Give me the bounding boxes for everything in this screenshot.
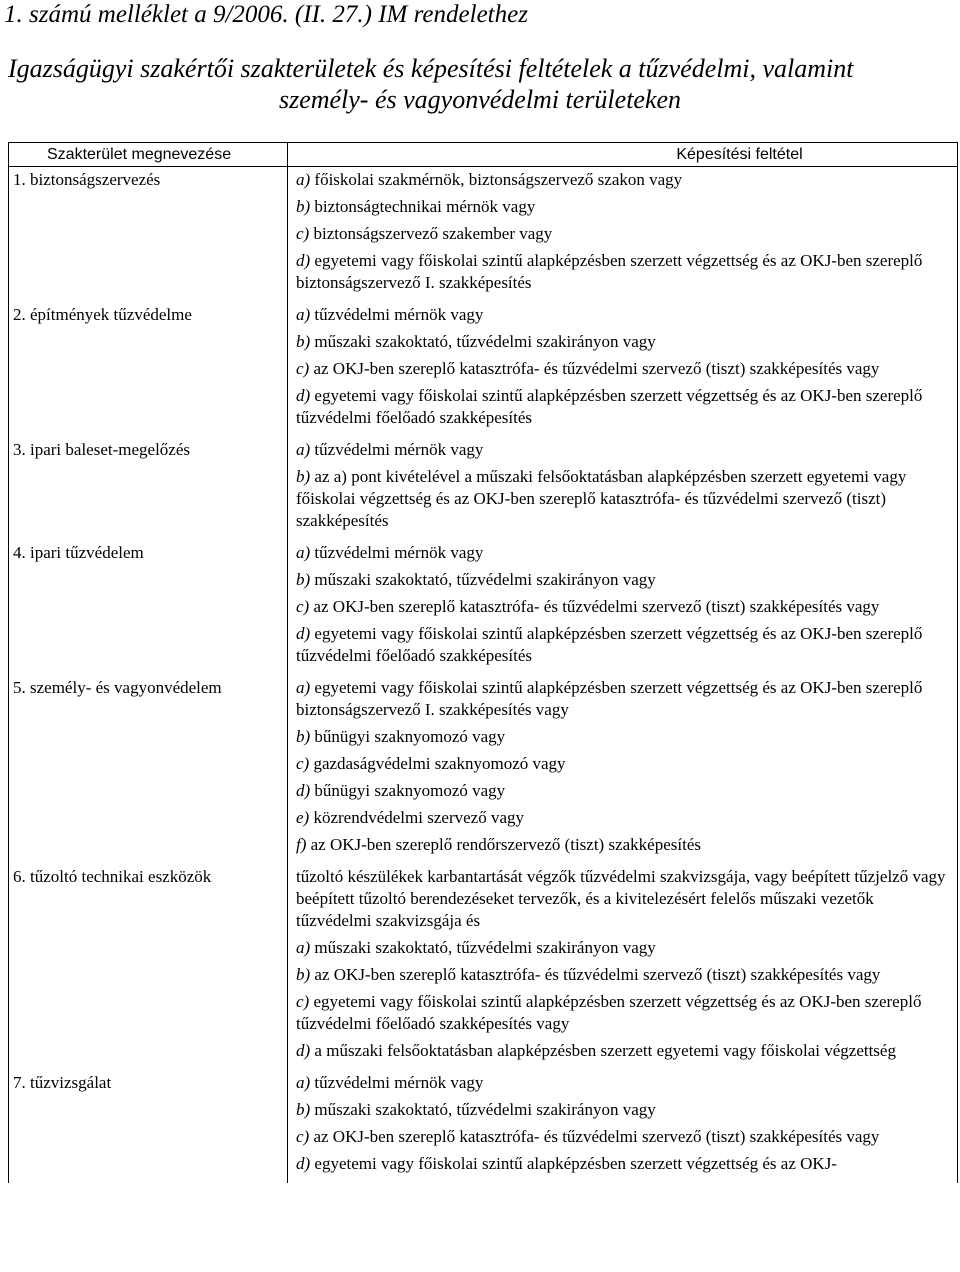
item-text: műszaki szakoktató, tűzvédelmi szakirányon vagy [314,1100,656,1119]
qualification-item [296,1153,953,1175]
document-title [0,53,960,115]
qualification-item [296,250,953,294]
table-row [9,437,958,540]
qualification-item [296,1099,953,1121]
table-row [9,167,958,303]
qualification-cell [288,1070,958,1183]
qualification-item [296,223,953,245]
qualification-item [296,304,953,326]
item-text: főiskolai szakmérnök, biztonságszervező szakon vagy [314,170,683,189]
item-letter: b) [296,965,311,984]
table-row [9,302,958,437]
item-letter: d) [296,1041,311,1060]
qualification-item [296,196,953,218]
qualification-item [296,991,953,1035]
qualification-item [296,623,953,667]
qualification-item [296,1126,953,1148]
qualifications-table [8,142,958,1183]
item-letter: c) [296,597,310,616]
item-letter: a) [296,1073,311,1092]
table-row [9,540,958,675]
qualification-cell [288,437,958,540]
item-text: bűnügyi szaknyomozó vagy [314,781,506,800]
area-name: 5. személy- és vagyonvédelem [9,675,288,864]
item-text: tűzvédelmi mérnök vagy [314,440,484,459]
title-line-2: személy- és vagyonvédelmi területeken [278,85,682,114]
area-name: 4. ipari tűzvédelem [9,540,288,675]
item-text: egyetemi vagy főiskolai szintű alapképzésben szerzett végzettség és az OKJ-ben szereplő biztonságszervező I. szakképesítés [296,251,923,292]
qualification-item [296,439,953,461]
qualification-cell [288,302,958,437]
table-row [9,864,958,1070]
qualification-item [296,937,953,959]
item-letter: d) [296,1154,311,1173]
column-header-qualification: Képesítési feltétel [288,143,958,167]
item-letter: b) [296,197,311,216]
qualification-item [296,331,953,353]
item-letter: b) [296,727,311,746]
qualification-item [296,726,953,748]
item-text: tűzvédelmi mérnök vagy [314,1073,484,1092]
item-letter: c) [296,359,310,378]
item-text: gazdaságvédelmi szaknyomozó vagy [313,754,566,773]
table-row [9,675,958,864]
item-text: biztonságszervező szakember vagy [313,224,553,243]
qualification-item [296,466,953,532]
qualification-item [296,596,953,618]
item-letter: a) [296,440,311,459]
item-letter: d) [296,624,311,643]
item-text: a műszaki felsőoktatásban alapképzésben szerzett egyetemi vagy főiskolai végzettség [314,1041,896,1060]
title-line-1: Igazságügyi szakértői szakterületek és képesítési feltételek a tűzvédelmi, valamint [8,54,854,83]
qualification-item [296,385,953,429]
item-text: biztonságtechnikai mérnök vagy [314,197,536,216]
item-letter: c) [296,1127,310,1146]
qualification-item [296,1072,953,1094]
item-letter: c) [296,992,310,1011]
item-text: egyetemi vagy főiskolai szintű alapképzésben szerzett végzettség és az OKJ-ben szereplő tűzvédelmi főelőadó szakképesítés [296,386,923,427]
item-letter: a) [296,170,311,189]
qualification-item [296,1040,953,1062]
table-row [9,1070,958,1183]
area-name: 1. biztonságszervezés [9,167,288,303]
item-letter: f) [296,835,307,854]
qualification-item [296,169,953,191]
qualification-item [296,807,953,829]
area-name: 3. ipari baleset-megelőzés [9,437,288,540]
item-text: bűnügyi szaknyomozó vagy [314,727,506,746]
item-letter: a) [296,543,311,562]
item-text: egyetemi vagy főiskolai szintű alapképzésben szerzett végzettség és az OKJ-ben szereplő biztonságszervező I. szakképesítés vagy [296,678,923,719]
item-text: műszaki szakoktató, tűzvédelmi szakirányon vagy [314,938,656,957]
item-letter: a) [296,305,311,324]
item-text: közrendvédelmi szervező vagy [313,808,524,827]
area-name: 7. tűzvizsgálat [9,1070,288,1183]
item-text: az OKJ-ben szereplő katasztrófa- és tűzvédelmi szervező (tiszt) szakképesítés vagy [313,359,880,378]
area-name: 6. tűzoltó technikai eszközök [9,864,288,1070]
qualification-cell [288,540,958,675]
item-letter: e) [296,808,310,827]
item-letter: b) [296,332,311,351]
table-header-row [9,143,958,167]
item-letter: a) [296,938,311,957]
item-text: egyetemi vagy főiskolai szintű alapképzésben szerzett végzettség és az OKJ-ben szereplő tűzvédelmi főelőadó szakképesítés [296,624,923,665]
item-letter: b) [296,467,311,486]
item-text: az OKJ-ben szereplő katasztrófa- és tűzvédelmi szervező (tiszt) szakképesítés vagy [314,965,881,984]
item-text: műszaki szakoktató, tűzvédelmi szakirányon vagy [314,570,656,589]
item-letter: b) [296,1100,311,1119]
qualification-item [296,964,953,986]
qualification-item [296,780,953,802]
qualification-cell [288,167,958,303]
annex-reference: 1. számú melléklet a 9/2006. (II. 27.) IM rendelethez [4,1,528,28]
column-header-area: Szakterület megnevezése [9,143,288,167]
item-text: egyetemi vagy főiskolai szintű alapképzésben szerzett végzettség és az OKJ- [314,1154,837,1173]
item-letter: d) [296,251,311,270]
qualification-item [296,542,953,564]
item-text: tűzvédelmi mérnök vagy [314,543,484,562]
item-letter: d) [296,386,311,405]
table-body [9,167,958,1184]
item-letter: c) [296,224,310,243]
item-text: az OKJ-ben szereplő rendőrszervező (tiszt) szakképesítés [310,835,701,854]
qualification-item [296,834,953,856]
item-text: műszaki szakoktató, tűzvédelmi szakirányon vagy [314,332,656,351]
qualification-cell [288,675,958,864]
item-text: az a) pont kivételével a műszaki felsőoktatásban alapképzésben szerzett egyetemi vagy főiskolai végzettség és az OKJ-ben szereplő katasztrófa- és tűzvédelmi szervező (tiszt) szakképesítés [296,467,907,530]
item-letter: b) [296,570,311,589]
item-text: egyetemi vagy főiskolai szintű alapképzésben szerzett végzettség és az OKJ-ben szereplő tűzvédelmi főelőadó szakképesítés vagy [296,992,922,1033]
area-name: 2. építmények tűzvédelme [9,302,288,437]
item-letter: d) [296,781,311,800]
qualification-item [296,569,953,591]
qualification-item [296,677,953,721]
qualification-cell [288,864,958,1070]
item-letter: c) [296,754,310,773]
qualification-item [296,358,953,380]
qualification-item [296,866,953,932]
item-text: az OKJ-ben szereplő katasztrófa- és tűzvédelmi szervező (tiszt) szakképesítés vagy [313,1127,880,1146]
qualification-item [296,753,953,775]
item-text: tűzoltó készülékek karbantartását végzők tűzvédelmi szakvizsgája, vagy beépített tűzjelző vagy beépített tűzoltó berendezéseket tervezők, és a kivitelezésért felelős műszaki vezetők tűzvédelmi szakvizsgája és [296,867,946,930]
item-text: az OKJ-ben szereplő katasztrófa- és tűzvédelmi szervező (tiszt) szakképesítés vagy [313,597,880,616]
item-text: tűzvédelmi mérnök vagy [314,305,484,324]
item-letter: a) [296,678,311,697]
